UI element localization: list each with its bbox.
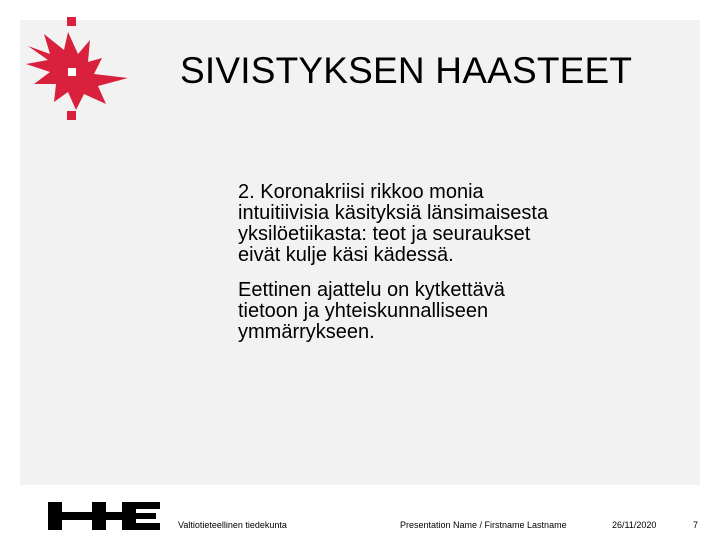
page-number: 7 — [693, 520, 699, 530]
body-paragraph-2: Eettinen ajattelu on kytkettävä tietoon ja yhteiskunnalliseen ymmärrykseen. — [238, 279, 505, 343]
he-wordmark-logo — [48, 502, 162, 530]
university-flame-logo — [20, 14, 130, 124]
faculty-label: Valtiotieteellinen tiedekunta — [178, 520, 287, 530]
slide-footer — [0, 490, 720, 540]
slide-body — [238, 182, 568, 357]
presenter-label: Presentation Name / Firstname Lastname — [400, 520, 567, 530]
body-paragraph-1: 2. Koronakriisi rikkoo monia intuitiivisia käsityksiä länsimaisesta yksilöetiikasta: teot ja seuraukset eivät kulje käsi kädessä. — [238, 181, 549, 266]
slide-title: SIVISTYKSEN HAASTEET — [180, 50, 633, 91]
date-label: 26/11/2020 — [612, 520, 657, 530]
